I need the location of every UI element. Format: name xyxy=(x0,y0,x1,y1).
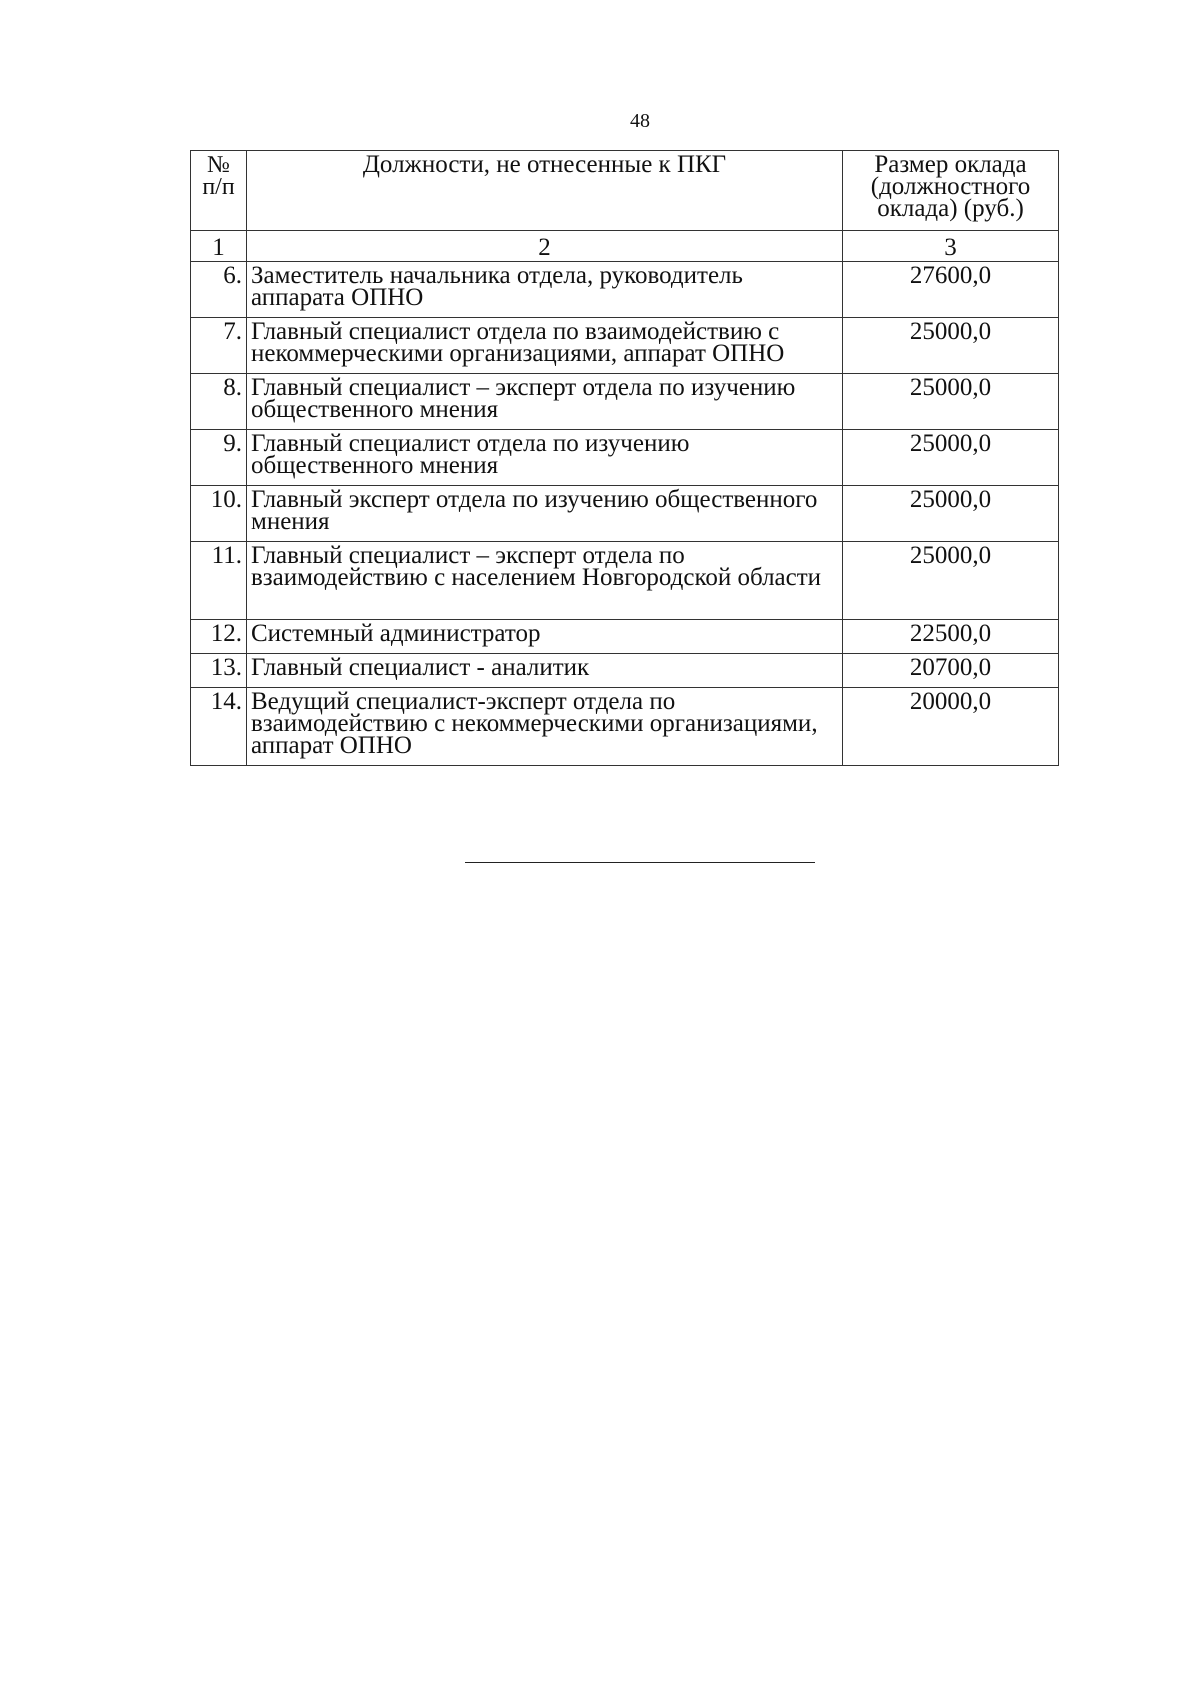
row-position: Ведущий специалист-эксперт отдела по взаимодействию с некоммерческими организациями, аппарат ОПНО xyxy=(247,688,843,766)
row-position: Системный администратор xyxy=(247,620,843,654)
table-row xyxy=(191,542,1059,620)
row-position: Заместитель начальника отдела, руководитель аппарата ОПНО xyxy=(247,262,843,318)
column-index: 3 xyxy=(843,231,1059,262)
table-row xyxy=(191,374,1059,430)
salary-table xyxy=(190,150,1059,766)
row-position: Главный специалист – эксперт отдела по изучению общественного мнения xyxy=(247,374,843,430)
row-number: 14. xyxy=(191,688,247,766)
table-row xyxy=(191,430,1059,486)
row-salary: 25000,0 xyxy=(843,542,1059,620)
row-number: 7. xyxy=(191,318,247,374)
header-position: Должности, не отнесенные к ПКГ xyxy=(247,151,843,231)
row-salary: 27600,0 xyxy=(843,262,1059,318)
table-header-row xyxy=(191,151,1059,231)
row-number: 13. xyxy=(191,654,247,688)
row-position: Главный специалист отдела по взаимодействию с некоммерческими организациями, аппарат ОПНО xyxy=(247,318,843,374)
row-salary: 25000,0 xyxy=(843,318,1059,374)
table-row xyxy=(191,688,1059,766)
column-index: 2 xyxy=(247,231,843,262)
table-row xyxy=(191,262,1059,318)
column-index-row xyxy=(191,231,1059,262)
row-position: Главный специалист - аналитик xyxy=(247,654,843,688)
row-number: 8. xyxy=(191,374,247,430)
row-position: Главный эксперт отдела по изучению общественного мнения xyxy=(247,486,843,542)
row-position: Главный специалист – эксперт отдела по взаимодействию с населением Новгородской области xyxy=(247,542,843,620)
column-index: 1 xyxy=(191,231,247,262)
table-row xyxy=(191,318,1059,374)
table-row xyxy=(191,486,1059,542)
row-position: Главный специалист отдела по изучению общественного мнения xyxy=(247,430,843,486)
closing-divider-line xyxy=(465,862,815,863)
row-salary: 22500,0 xyxy=(843,620,1059,654)
table-row xyxy=(191,654,1059,688)
row-salary: 25000,0 xyxy=(843,374,1059,430)
header-number: № п/п xyxy=(191,151,247,231)
row-salary: 20000,0 xyxy=(843,688,1059,766)
row-salary: 25000,0 xyxy=(843,486,1059,542)
row-number: 9. xyxy=(191,430,247,486)
row-salary: 25000,0 xyxy=(843,430,1059,486)
row-number: 6. xyxy=(191,262,247,318)
row-number: 12. xyxy=(191,620,247,654)
row-number: 11. xyxy=(191,542,247,620)
table-row xyxy=(191,620,1059,654)
row-salary: 20700,0 xyxy=(843,654,1059,688)
header-salary: Размер оклада (должностного оклада) (руб.) xyxy=(843,151,1059,231)
page-number: 48 xyxy=(630,110,650,132)
row-number: 10. xyxy=(191,486,247,542)
